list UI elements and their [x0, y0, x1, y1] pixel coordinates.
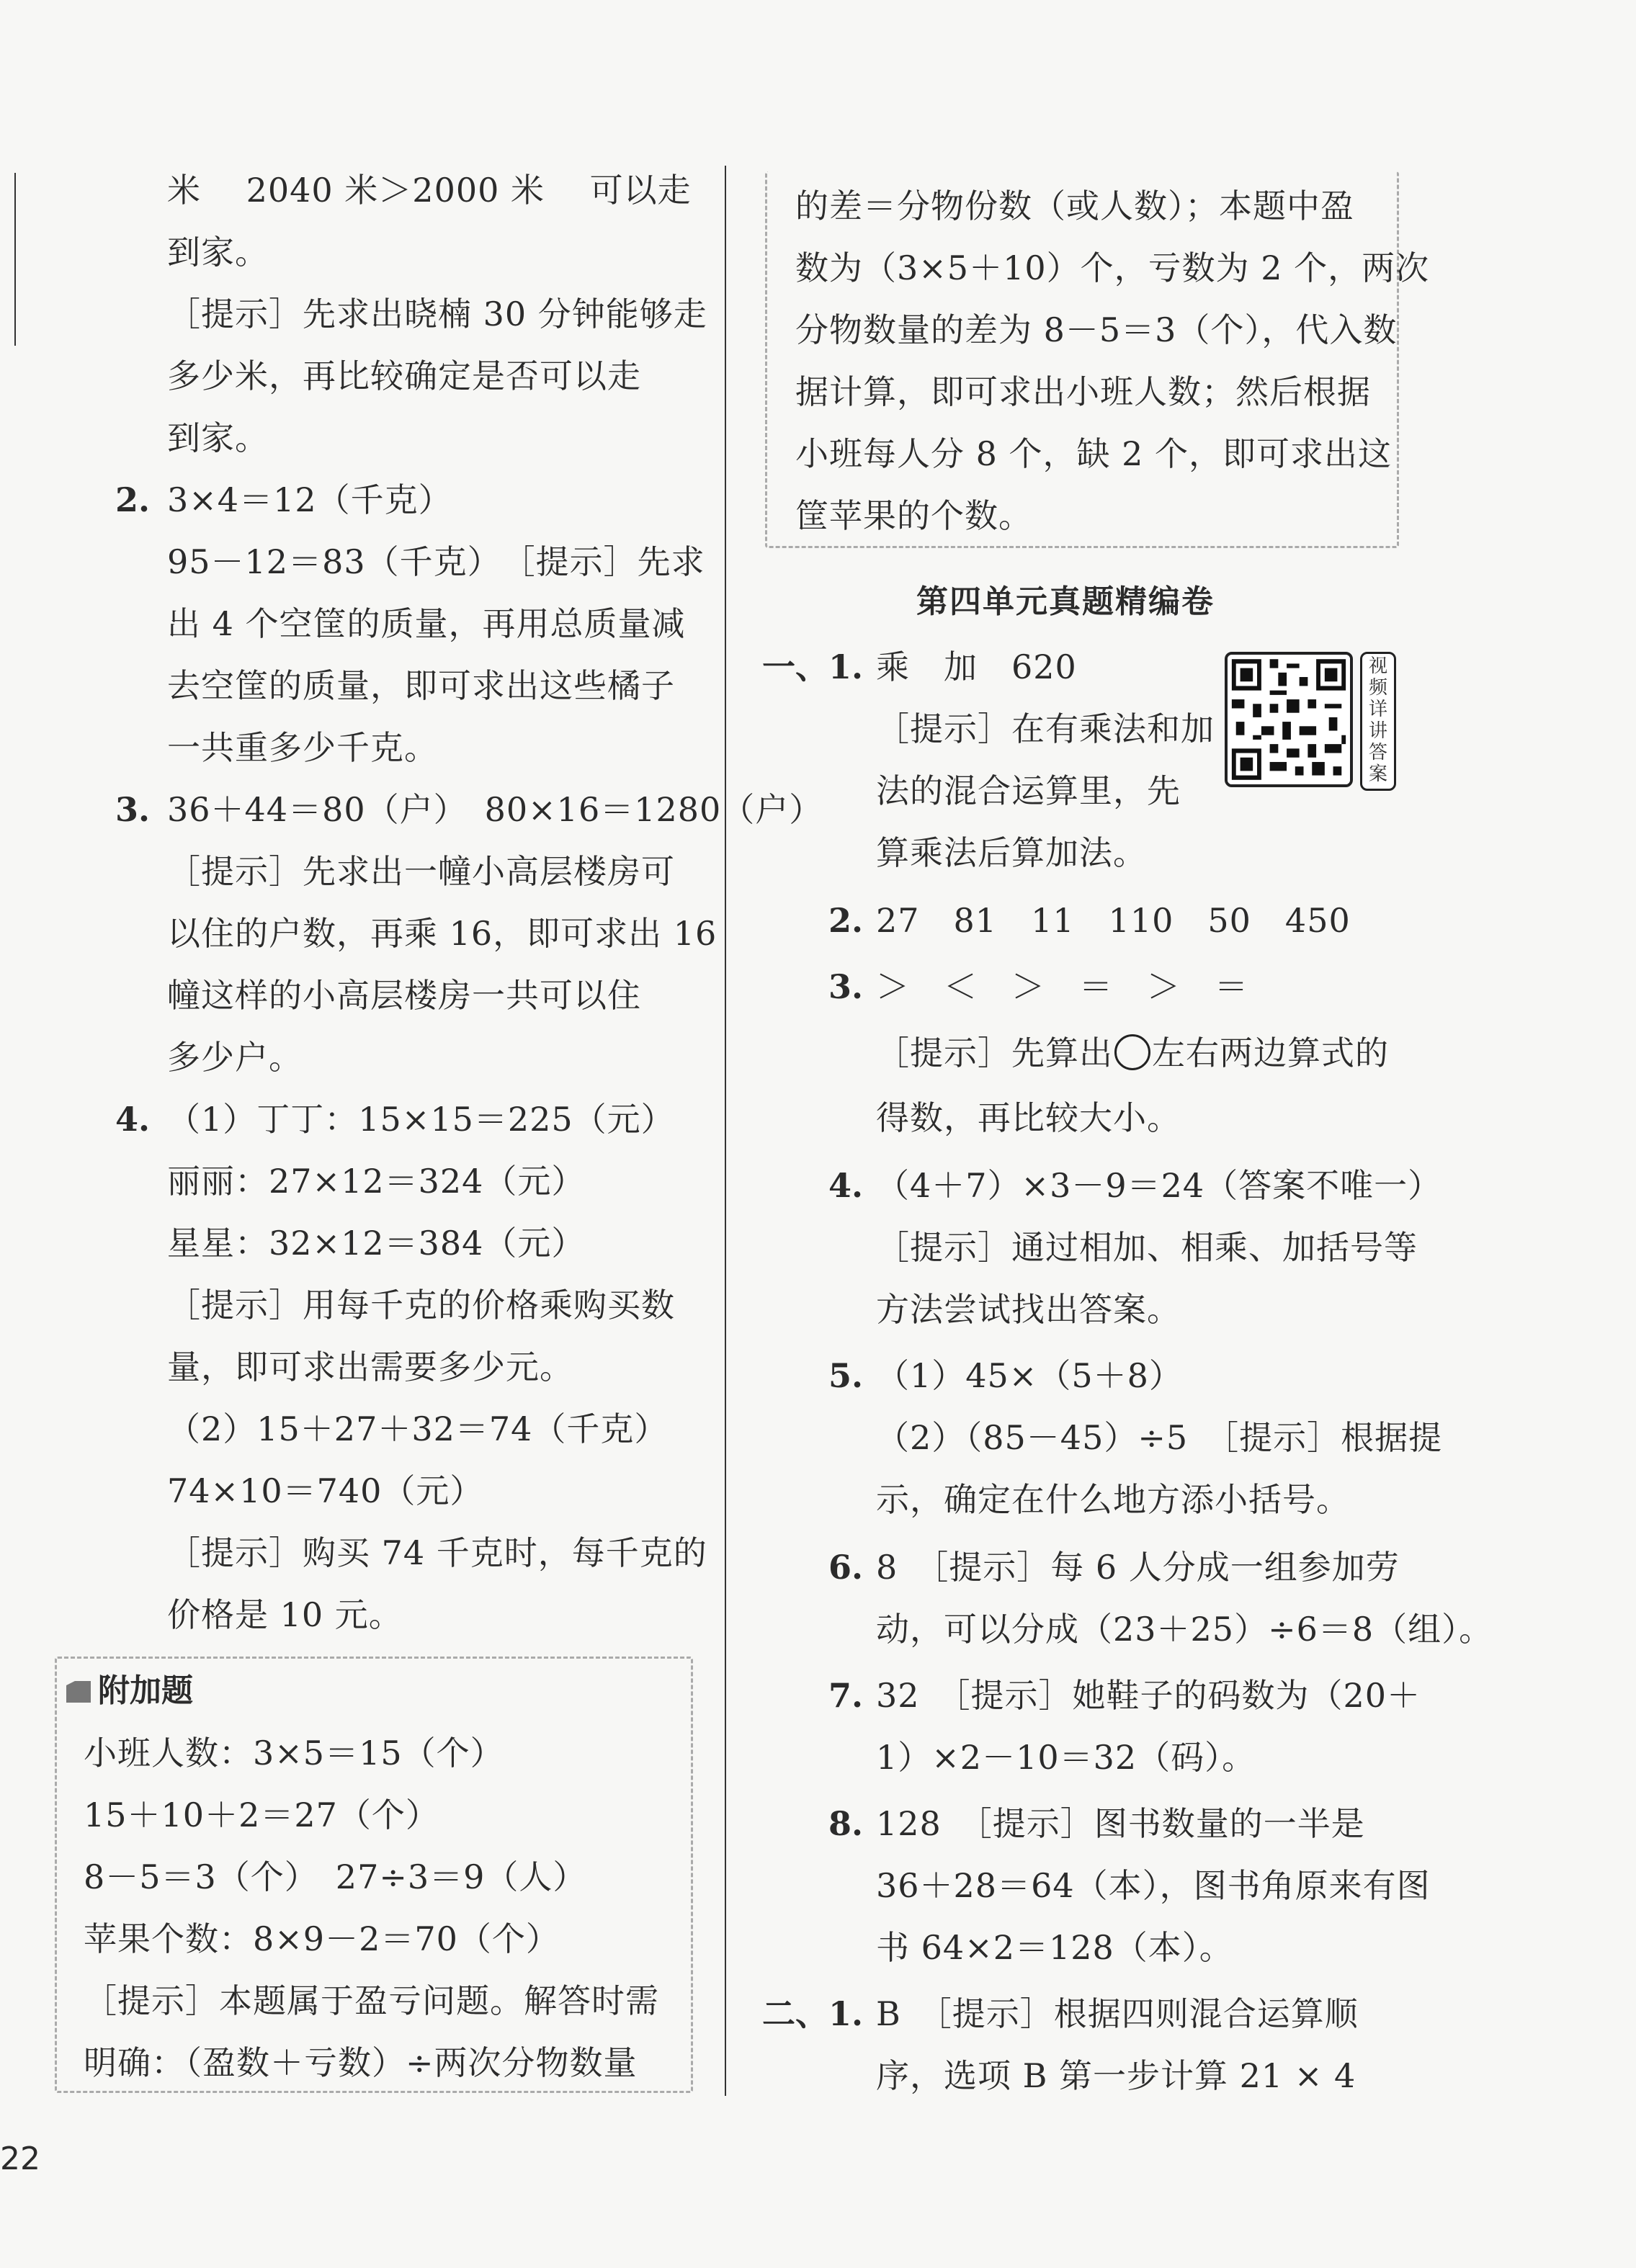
question-number: 4.	[115, 1100, 151, 1139]
extra-question-title	[66, 1669, 193, 1713]
text-line: （2）（85－45）÷5 ［提示］根据提	[876, 1418, 1443, 1457]
hint-text: 左右两边算式的	[1152, 1034, 1389, 1072]
text-line: 74×10＝740（元）	[167, 1471, 484, 1510]
question-number: 4.	[828, 1166, 864, 1205]
text-line: 动，可以分成（23＋25）÷6＝8（组）。	[876, 1610, 1493, 1649]
text-line: 128 ［提示］图书数量的一半是	[876, 1804, 1365, 1843]
qr-code-icon[interactable]	[1225, 652, 1353, 787]
text-line: ［提示］先求出一幢小高层楼房可	[167, 852, 675, 891]
text-line: 苹果个数：8×9－2＝70（个）	[84, 1919, 560, 1958]
text-line-with-circle	[876, 1031, 1389, 1075]
text-line: ［提示］购买 74 千克时，每千克的	[167, 1533, 707, 1572]
text-line: 小班每人分 8 个，缺 2 个，即可求出这	[795, 434, 1393, 473]
text-line: （1）丁丁：15×15＝225（元）	[167, 1100, 675, 1139]
text-line: （2）15＋27＋32＝74（千克）	[167, 1409, 669, 1448]
text-line: （1）45×（5＋8）	[876, 1356, 1183, 1395]
question-number: 7.	[828, 1676, 864, 1715]
question-number: 6.	[828, 1548, 864, 1587]
text-line: 到家。	[167, 418, 269, 457]
text-line: 的差＝分物份数（或人数）；本题中盈	[795, 187, 1354, 225]
text-line: （4＋7）×3－9＝24（答案不唯一）	[876, 1166, 1442, 1205]
text-line: 价格是 10 元。	[167, 1595, 403, 1634]
question-number: 1.	[828, 1994, 864, 2033]
text-line: 书 64×2＝128（本）。	[876, 1928, 1233, 1967]
text-line: 米 2040 米＞2000 米 可以走	[167, 171, 692, 210]
text-line: 示，确定在什么地方添小括号。	[876, 1480, 1350, 1519]
section-tab-icon	[66, 1681, 91, 1703]
text-line: 丽丽：27×12＝324（元）	[167, 1162, 586, 1201]
text-line: 3×4＝12（千克）	[167, 480, 452, 519]
question-number: 5.	[828, 1356, 864, 1395]
text-line: B ［提示］根据四则混合运算顺	[876, 1994, 1359, 2033]
question-number: 3.	[115, 790, 151, 829]
extra-title-label: 附加题	[98, 1672, 193, 1709]
text-line: ［提示］用每千克的价格乘购买数	[167, 1286, 675, 1325]
question-number: 8.	[828, 1804, 864, 1843]
text-line: 法的混合运算里，先	[876, 771, 1181, 810]
text-line: 多少米，再比较确定是否可以走	[167, 357, 641, 395]
text-line: ［提示］通过相加、相乘、加括号等	[876, 1228, 1418, 1267]
text-line: 分物数量的差为 8－5＝3（个），代入数	[795, 310, 1398, 349]
text-line: 8 ［提示］每 6 人分成一组参加劳	[876, 1548, 1400, 1587]
text-line: 得数，再比较大小。	[876, 1098, 1181, 1137]
text-line: 筐苹果的个数。	[795, 496, 1032, 535]
column-divider	[725, 166, 726, 2096]
text-line: 27 81 11 110 50 450	[876, 901, 1351, 940]
text-line: 小班人数：3×5＝15（个）	[84, 1734, 504, 1772]
text-line: 以住的户数，再乘 16，即可求出 16	[167, 914, 718, 953]
text-line: 8－5＝3（个） 27÷3＝9（人）	[84, 1857, 587, 1896]
text-line: 去空筐的质量，即可求出这些橘子	[167, 666, 675, 705]
text-line: 乘 加 620	[876, 647, 1077, 686]
text-line: 1）×2－10＝32（码）。	[876, 1738, 1256, 1777]
text-line: ［提示］先求出晓楠 30 分钟能够走	[167, 295, 707, 333]
text-line: ［提示］本题属于盈亏问题。解答时需	[84, 1981, 659, 2020]
text-line: 量，即可求出需要多少元。	[167, 1348, 573, 1386]
unit-title: 第四单元真题精编卷	[916, 583, 1215, 620]
question-number: 2.	[828, 901, 864, 940]
qr-label: 视频详讲答案	[1360, 652, 1396, 791]
text-line: 36＋44＝80（户） 80×16＝1280（户）	[167, 790, 823, 829]
section-number: 一、	[762, 647, 828, 686]
text-line: 到家。	[167, 233, 269, 272]
text-line: ［提示］在有乘法和加	[876, 709, 1215, 748]
text-line: 95－12＝83（千克） ［提示］先求	[167, 542, 705, 581]
text-line: 幢这样的小高层楼房一共可以住	[167, 976, 641, 1015]
text-line: 15＋10＋2＝27（个）	[84, 1796, 439, 1834]
page-number: 22	[0, 2141, 40, 2177]
text-line: 明确：（盈数＋亏数）÷两次分物数量	[84, 2043, 638, 2082]
question-number: 2.	[115, 480, 151, 519]
circle-icon	[1114, 1034, 1150, 1070]
text-line: 序，选项 B 第一步计算 21 × 4	[876, 2056, 1356, 2095]
question-number: 1.	[828, 647, 864, 686]
text-line: 算乘法后算加法。	[876, 833, 1147, 872]
question-number: 3.	[828, 967, 864, 1006]
text-line: 一共重多少千克。	[167, 728, 438, 767]
text-line: 出 4 个空筐的质量，再用总质量减	[167, 604, 686, 643]
continued-hint-box	[765, 171, 1399, 548]
text-line: 星星：32×12＝384（元）	[167, 1224, 586, 1263]
hint-text: ［提示］先算出	[876, 1034, 1113, 1072]
text-line: 32 ［提示］她鞋子的码数为（20＋	[876, 1676, 1421, 1715]
left-margin-rule	[14, 173, 16, 346]
text-line: ＞ ＜ ＞ ＝ ＞ ＝	[876, 967, 1248, 1006]
text-line: 方法尝试找出答案。	[876, 1290, 1181, 1329]
section-number: 二、	[762, 1994, 828, 2033]
text-line: 据计算，即可求出小班人数；然后根据	[795, 372, 1371, 411]
text-line: 36＋28＝64（本），图书角原来有图	[876, 1866, 1431, 1905]
text-line: 数为（3×5＋10）个，亏数为 2 个，两次	[795, 248, 1430, 287]
qr-code-graphic	[1228, 655, 1350, 784]
text-line: 多少户。	[167, 1038, 303, 1077]
